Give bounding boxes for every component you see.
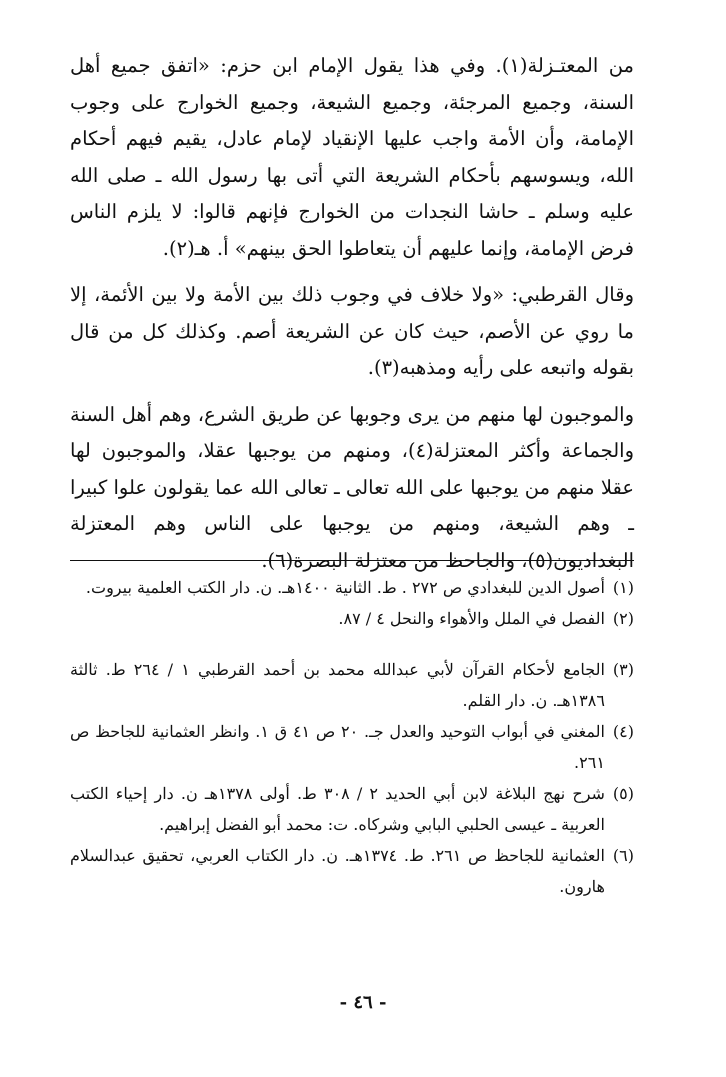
footnote-text: شرح نهج البلاغة لابن أبي الحديد ٢ / ٣٠٨ ط. أولى ١٣٧٨هـ ن. دار إحياء الكتب العربية ـ عيسى الحلبي البابي وشركاه. ت: محمد أبو الفضل إبراهيم. [70, 784, 605, 834]
footnote-text: الجامع لأحكام القرآن لأبي عبدالله محمد بن أحمد القرطبي ١ / ٢٦٤ ط. ثالثة ١٣٨٦هـ. ن. دار القلم. [70, 660, 605, 710]
footnote-2 [70, 603, 634, 634]
footnote-number: (٦) [612, 846, 634, 865]
footnote-number: (٣) [612, 660, 634, 679]
footnote-6 [70, 840, 634, 902]
footnote-separator [70, 560, 634, 561]
paragraph-1: من المعتـزلة(١). وفي هذا يقول الإمام ابن حزم: «اتفق جميع أهل السنة، وجميع المرجئة، وجميع الشيعة، وجميع الخوارج على وجوب الإمامة، وأن الأمة واجب عليها الإنقياد لإمام عادل، يقيم فيهم أحكام الله، ويسوسهم بأحكام الشريعة التي أتى بها رسول الله ـ صلى الله عليه وسلم ـ حاشا النجدات من الخوارج فإنهم قالوا: لا يلزم الناس فرض الإمامة، وإنما عليهم أن يتعاطوا الحق بينهم» أ. هـ(٢). [70, 54, 634, 260]
paragraph-2: وقال القرطبي: «ولا خلاف في وجوب ذلك بين الأمة ولا بين الأئمة، إلا ما روي عن الأصم، حيث كان عن الشريعة أصم. وكذلك كل من قال بقوله واتبعه على رأيه ومذهبه(٣). [70, 283, 634, 379]
footnote-number: (٥) [612, 784, 634, 803]
footnote-number: (٢) [612, 609, 634, 628]
footnote-number: (١) [612, 578, 634, 597]
footnote-5 [70, 778, 634, 840]
paragraph-3: والموجبون لها منهم من يرى وجوبها عن طريق الشرع، وهم أهل السنة والجماعة وأكثر المعتزلة(٤)، ومنهم من يوجبها عقلا، والموجبون لها عقلا منهم من يوجبها على الله تعالى ـ تعالى الله عما يقولون علوا كبيرا ـ وهم الشيعة، ومنهم من يوجبها على الناس وهم المعتزلة البغداديون(٥)، والجاحظ من معتزلة البصرة(٦). [70, 402, 635, 572]
footnote-4 [70, 716, 634, 778]
footnote-text: الفصل في الملل والأهواء والنحل ٤ / ٨٧. [338, 609, 605, 628]
footnote-text: العثمانية للجاحظ ص ٢٦١. ط. ١٣٧٤هـ. ن. دار الكتاب العربي، تحقيق عبدالسلام هارون. [70, 846, 605, 896]
footnote-text: أصول الدين للبغدادي ص ٢٧٢ . ط. الثانية ١٤٠٠هـ. ن. دار الكتب العلمية بيروت. [85, 578, 605, 597]
footnote-1 [70, 572, 634, 603]
footnote-number: (٤) [612, 722, 634, 741]
main-text [70, 48, 634, 579]
page-number: - ٤٦ - [339, 992, 387, 1013]
footnote-text: المغني في أبواب التوحيد والعدل جـ. ٢٠ ص ٤١ ق ١. وانظر العثمانية للجاحظ ص ٢٦١. [70, 722, 605, 772]
footnotes [70, 572, 634, 902]
footnote-3 [70, 654, 634, 716]
